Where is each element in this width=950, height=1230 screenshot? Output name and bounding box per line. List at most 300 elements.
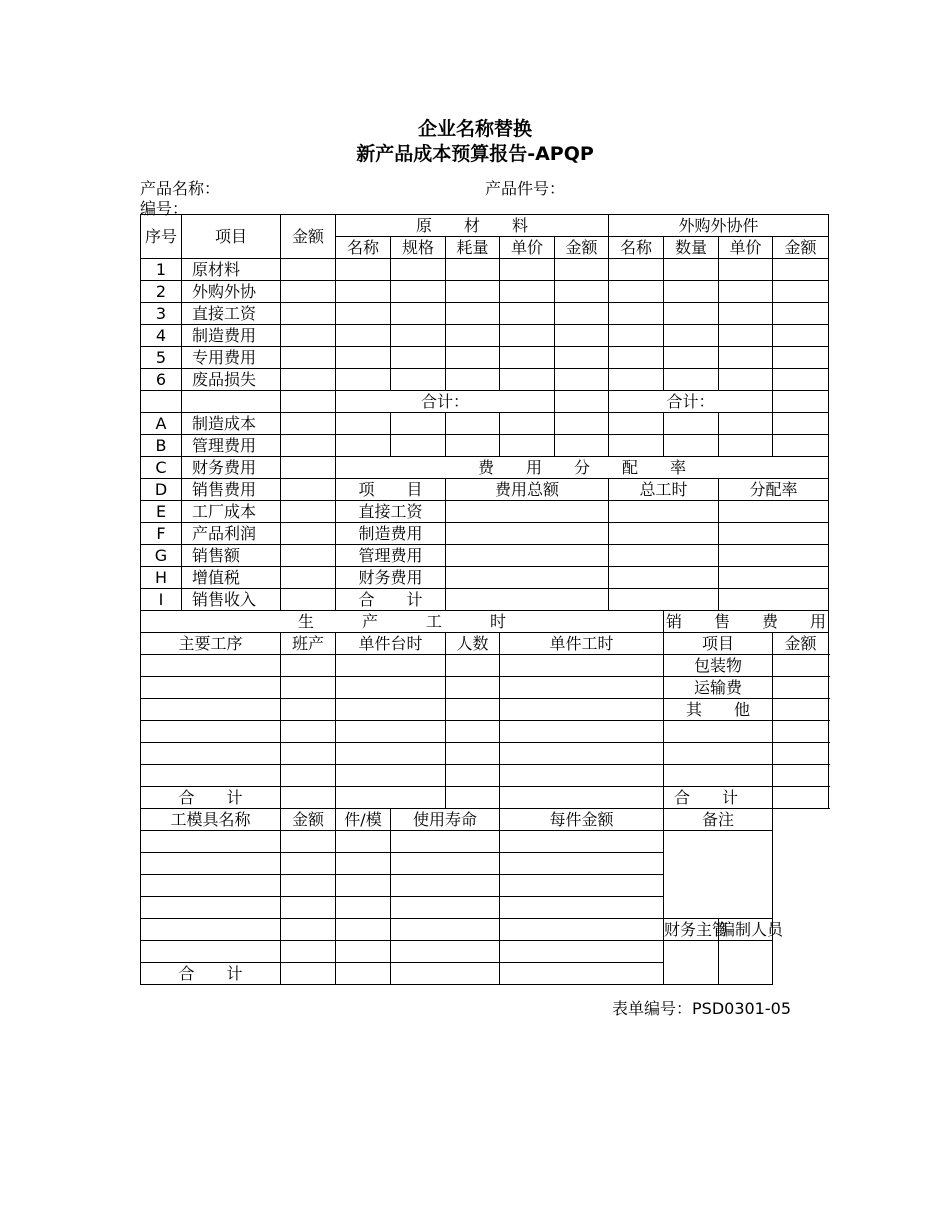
preparer-label: 编制人员 (719, 919, 784, 939)
tooling-col: 每件金额 (500, 809, 664, 831)
input-cell[interactable] (446, 413, 500, 435)
input-cell[interactable] (336, 875, 391, 897)
input-cell[interactable] (336, 303, 391, 325)
input-cell[interactable] (609, 347, 664, 369)
allocation-col-rate: 分配率 (719, 479, 829, 501)
input-cell[interactable] (141, 897, 281, 919)
input-cell[interactable] (664, 347, 719, 369)
input-cell[interactable] (281, 655, 336, 677)
product-no-label: 产品件号： (485, 179, 566, 198)
tooling-header-row (141, 809, 829, 831)
row-item: 直接工资 (182, 303, 281, 325)
input-cell[interactable] (500, 413, 555, 435)
production-col: 人数 (446, 633, 500, 655)
input-cell[interactable] (609, 303, 664, 325)
form-number-label: 表单编号： (612, 999, 693, 1018)
row-seq: I (141, 589, 182, 611)
input-cell[interactable] (336, 259, 391, 281)
input-cell[interactable] (281, 303, 336, 325)
input-cell[interactable] (281, 787, 336, 809)
allocation-item: 财务费用 (336, 567, 446, 589)
summary-row (141, 545, 829, 567)
summary-row (141, 435, 829, 457)
input-cell[interactable] (446, 699, 500, 721)
company-name: 企业名称替换 (417, 118, 532, 140)
input-cell[interactable] (500, 369, 555, 391)
row-item: 制造费用 (182, 325, 281, 347)
input-cell[interactable] (500, 831, 664, 853)
input-cell[interactable] (609, 413, 664, 435)
header-out-col: 单价 (719, 237, 773, 259)
row-seq: 3 (141, 303, 182, 325)
input-cell[interactable] (719, 435, 773, 457)
input-cell[interactable] (141, 765, 281, 787)
input-cell[interactable] (500, 787, 664, 809)
input-cell[interactable] (500, 721, 664, 743)
input-cell[interactable] (446, 369, 500, 391)
input-cell[interactable] (281, 765, 336, 787)
header-item: 项目 (182, 215, 281, 259)
input-cell[interactable] (446, 325, 500, 347)
row-item: 制造成本 (182, 413, 281, 435)
input-cell[interactable] (719, 545, 829, 567)
input-cell[interactable] (664, 743, 773, 765)
input-cell[interactable] (773, 259, 829, 281)
input-cell[interactable] (555, 325, 609, 347)
table-cell (182, 391, 281, 413)
input-cell[interactable] (281, 897, 336, 919)
cost-row (141, 325, 829, 347)
input-cell[interactable] (141, 919, 281, 941)
selling-total-label: 合 计 (664, 787, 773, 809)
input-cell[interactable] (141, 831, 281, 853)
production-row (141, 655, 829, 677)
cost-budget-form (140, 214, 829, 985)
section-title-row (141, 611, 829, 633)
input-cell[interactable] (446, 721, 500, 743)
row-item: 外购外协 (182, 281, 281, 303)
production-col: 单件工时 (500, 633, 664, 655)
row-item: 增值税 (182, 567, 281, 589)
tooling-col: 件/模 (336, 809, 391, 831)
header-outsourced: 外购外协件 (609, 215, 829, 237)
input-cell[interactable] (446, 787, 500, 809)
input-cell[interactable] (141, 699, 281, 721)
row-seq: G (141, 545, 182, 567)
row-item: 财务费用 (182, 457, 281, 479)
input-cell[interactable] (446, 303, 500, 325)
input-cell[interactable] (773, 677, 829, 699)
subtotal-row (141, 391, 829, 413)
input-cell[interactable] (773, 391, 829, 413)
input-cell[interactable] (719, 369, 773, 391)
input-cell[interactable] (141, 941, 281, 963)
input-cell[interactable] (664, 325, 719, 347)
input-cell[interactable] (281, 435, 336, 457)
remark-area[interactable] (664, 831, 773, 919)
allocation-item: 管理费用 (336, 545, 446, 567)
input-cell[interactable] (500, 941, 664, 963)
production-col: 班产 (281, 633, 336, 655)
input-cell[interactable] (500, 347, 555, 369)
input-cell[interactable] (773, 413, 829, 435)
input-cell[interactable] (609, 435, 664, 457)
input-cell[interactable] (336, 435, 391, 457)
input-cell[interactable] (719, 589, 829, 611)
summary-row (141, 413, 829, 435)
input-cell[interactable] (773, 721, 829, 743)
input-cell[interactable] (500, 963, 664, 985)
production-total-row (141, 787, 829, 809)
tooling-col: 使用寿命 (391, 809, 500, 831)
input-cell[interactable] (336, 831, 391, 853)
cost-header-row-1 (141, 215, 829, 237)
input-cell[interactable] (773, 281, 829, 303)
input-cell[interactable] (500, 853, 664, 875)
production-row (141, 765, 829, 787)
header-raw-col: 规格 (391, 237, 446, 259)
production-hours-title: 生 产 工 时 (141, 611, 664, 633)
input-cell[interactable] (446, 677, 500, 699)
input-cell[interactable] (555, 303, 609, 325)
input-cell[interactable] (336, 963, 391, 985)
input-cell[interactable] (391, 413, 446, 435)
input-cell[interactable] (773, 369, 829, 391)
input-cell[interactable] (500, 743, 664, 765)
input-cell[interactable] (446, 435, 500, 457)
input-cell[interactable] (555, 281, 609, 303)
summary-row (141, 523, 829, 545)
input-cell[interactable] (281, 545, 336, 567)
input-cell[interactable] (719, 281, 773, 303)
input-cell[interactable] (719, 347, 773, 369)
input-cell[interactable] (336, 677, 446, 699)
input-cell[interactable] (609, 369, 664, 391)
cost-row (141, 347, 829, 369)
input-cell[interactable] (446, 523, 609, 545)
input-cell[interactable] (609, 545, 719, 567)
input-cell[interactable] (500, 875, 664, 897)
input-cell[interactable] (446, 765, 500, 787)
input-cell[interactable] (391, 941, 500, 963)
production-row (141, 699, 829, 721)
header-out-col: 名称 (609, 237, 664, 259)
input-cell[interactable] (336, 413, 391, 435)
input-cell[interactable] (555, 413, 609, 435)
input-cell[interactable] (281, 457, 336, 479)
summary-row (141, 589, 829, 611)
input-cell[interactable] (336, 347, 391, 369)
input-cell[interactable] (141, 655, 281, 677)
production-header-row (141, 633, 829, 655)
raw-subtotal-label: 合计： (336, 391, 555, 413)
input-cell[interactable] (609, 589, 719, 611)
summary-row (141, 501, 829, 523)
input-cell[interactable] (336, 765, 446, 787)
row-item: 销售费用 (182, 479, 281, 501)
row-item: 销售收入 (182, 589, 281, 611)
row-item: 原材料 (182, 259, 281, 281)
report-title: 新产品成本预算报告-APQP (356, 143, 594, 165)
input-cell[interactable] (773, 303, 829, 325)
remark-label: 备注 (664, 809, 773, 831)
input-cell[interactable] (500, 699, 664, 721)
input-cell[interactable] (500, 325, 555, 347)
input-cell[interactable] (446, 281, 500, 303)
tooling-row (141, 831, 829, 853)
row-seq: 5 (141, 347, 182, 369)
input-cell[interactable] (391, 853, 500, 875)
input-cell[interactable] (773, 743, 829, 765)
header-raw-col: 耗量 (446, 237, 500, 259)
input-cell[interactable] (281, 391, 336, 413)
selling-col-item: 项目 (664, 633, 773, 655)
input-cell[interactable] (719, 303, 773, 325)
input-cell[interactable] (664, 259, 719, 281)
finance-signature[interactable] (664, 941, 719, 985)
input-cell[interactable] (500, 435, 555, 457)
input-cell[interactable] (609, 259, 664, 281)
input-cell[interactable] (336, 325, 391, 347)
cost-row (141, 303, 829, 325)
production-col: 主要工序 (141, 633, 281, 655)
allocation-title: 费 用 分 配 率 (336, 457, 829, 479)
input-cell[interactable] (336, 919, 391, 941)
input-cell[interactable] (500, 281, 555, 303)
row-seq: A (141, 413, 182, 435)
input-cell[interactable] (281, 347, 336, 369)
input-cell[interactable] (336, 369, 391, 391)
allocation-col-hours: 总工时 (609, 479, 719, 501)
tooling-col: 工模具名称 (141, 809, 281, 831)
form-number (612, 996, 791, 1019)
finance-supervisor-label: 财务主管 (664, 919, 729, 939)
input-cell[interactable] (446, 545, 609, 567)
tooling-col: 金额 (281, 809, 336, 831)
input-cell[interactable] (141, 743, 281, 765)
input-cell[interactable] (336, 897, 391, 919)
input-cell[interactable] (281, 699, 336, 721)
input-cell[interactable] (281, 963, 336, 985)
input-cell[interactable] (391, 435, 446, 457)
input-cell[interactable] (391, 897, 500, 919)
input-cell[interactable] (391, 259, 446, 281)
input-cell[interactable] (336, 655, 446, 677)
input-cell[interactable] (555, 369, 609, 391)
input-cell[interactable] (773, 699, 829, 721)
production-col: 单件台时 (336, 633, 446, 655)
table-cell (141, 391, 182, 413)
input-cell[interactable] (281, 281, 336, 303)
input-cell[interactable] (719, 523, 829, 545)
input-cell[interactable] (281, 831, 336, 853)
selling-item: 运输费 (664, 677, 773, 699)
input-cell[interactable] (609, 523, 719, 545)
input-cell[interactable] (773, 347, 829, 369)
input-cell[interactable] (281, 941, 336, 963)
input-cell[interactable] (281, 479, 336, 501)
input-cell[interactable] (141, 721, 281, 743)
input-cell[interactable] (555, 391, 609, 413)
production-row (141, 721, 829, 743)
cost-row (141, 369, 829, 391)
input-cell[interactable] (719, 325, 773, 347)
production-total-label: 合 计 (141, 787, 281, 809)
header-raw-col: 金额 (555, 237, 609, 259)
input-cell[interactable] (336, 699, 446, 721)
input-cell[interactable] (555, 259, 609, 281)
row-item: 销售额 (182, 545, 281, 567)
summary-row (141, 567, 829, 589)
header-raw-col: 单价 (500, 237, 555, 259)
input-cell[interactable] (500, 259, 555, 281)
input-cell[interactable] (773, 787, 829, 809)
input-cell[interactable] (555, 347, 609, 369)
allocation-col-item: 项 目 (336, 479, 446, 501)
input-cell[interactable] (500, 765, 664, 787)
tooling-row (141, 941, 829, 963)
row-seq: C (141, 457, 182, 479)
input-cell[interactable] (281, 919, 336, 941)
input-cell[interactable] (281, 369, 336, 391)
preparer-signature[interactable] (719, 941, 773, 985)
allocation-col-total: 费用总额 (446, 479, 609, 501)
input-cell[interactable] (281, 523, 336, 545)
input-cell[interactable] (500, 677, 664, 699)
production-row (141, 677, 829, 699)
selling-item: 包装物 (664, 655, 773, 677)
production-row (141, 743, 829, 765)
input-cell[interactable] (391, 963, 500, 985)
selling-expense-title: 销 售 费 用 (664, 611, 829, 633)
input-cell[interactable] (281, 875, 336, 897)
input-cell[interactable] (500, 655, 664, 677)
input-cell[interactable] (281, 325, 336, 347)
input-cell[interactable] (141, 853, 281, 875)
input-cell[interactable] (391, 325, 446, 347)
input-cell[interactable] (336, 941, 391, 963)
form-number-value: PSD0301-05 (692, 999, 791, 1018)
row-seq: B (141, 435, 182, 457)
input-cell[interactable] (773, 655, 829, 677)
input-cell[interactable] (719, 413, 773, 435)
input-cell[interactable] (609, 281, 664, 303)
row-seq: 2 (141, 281, 182, 303)
input-cell[interactable] (336, 281, 391, 303)
input-cell[interactable] (281, 677, 336, 699)
row-item: 产品利润 (182, 523, 281, 545)
input-cell[interactable] (609, 567, 719, 589)
input-cell[interactable] (446, 567, 609, 589)
input-cell[interactable] (391, 875, 500, 897)
summary-row (141, 479, 829, 501)
input-cell[interactable] (664, 369, 719, 391)
input-cell[interactable] (446, 501, 609, 523)
input-cell[interactable] (391, 919, 500, 941)
row-item: 专用费用 (182, 347, 281, 369)
input-cell[interactable] (336, 721, 446, 743)
header-seq: 序号 (141, 215, 182, 259)
row-item: 废品损失 (182, 369, 281, 391)
header-out-col: 数量 (664, 237, 719, 259)
input-cell[interactable] (281, 259, 336, 281)
input-cell[interactable] (336, 853, 391, 875)
input-cell[interactable] (664, 303, 719, 325)
input-cell[interactable] (719, 501, 829, 523)
input-cell[interactable] (500, 919, 664, 941)
input-cell[interactable] (719, 259, 773, 281)
input-cell[interactable] (141, 875, 281, 897)
input-cell[interactable] (281, 721, 336, 743)
input-cell[interactable] (281, 567, 336, 589)
serial-no-label: 编号： (140, 199, 189, 218)
input-cell[interactable] (773, 765, 829, 787)
product-name-label: 产品名称： (140, 179, 221, 198)
row-item: 工厂成本 (182, 501, 281, 523)
row-seq: 1 (141, 259, 182, 281)
input-cell[interactable] (446, 259, 500, 281)
input-cell[interactable] (500, 303, 555, 325)
input-cell[interactable] (664, 413, 719, 435)
input-cell[interactable] (446, 589, 609, 611)
input-cell[interactable] (609, 501, 719, 523)
input-cell[interactable] (336, 743, 446, 765)
input-cell[interactable] (773, 325, 829, 347)
input-cell[interactable] (336, 787, 446, 809)
selling-col-amount: 金额 (773, 633, 829, 655)
input-cell[interactable] (609, 325, 664, 347)
input-cell[interactable] (281, 413, 336, 435)
input-cell[interactable] (719, 567, 829, 589)
input-cell[interactable] (446, 743, 500, 765)
out-subtotal-label: 合计： (609, 391, 773, 413)
input-cell[interactable] (281, 501, 336, 523)
header-amount: 金额 (281, 215, 336, 259)
tooling-total-label: 合 计 (141, 963, 281, 985)
row-seq: E (141, 501, 182, 523)
input-cell[interactable] (391, 831, 500, 853)
input-cell[interactable] (773, 435, 829, 457)
row-seq: H (141, 567, 182, 589)
input-cell[interactable] (281, 589, 336, 611)
input-cell[interactable] (664, 435, 719, 457)
input-cell[interactable] (391, 369, 446, 391)
input-cell[interactable] (555, 435, 609, 457)
selling-item: 其 他 (664, 699, 773, 721)
row-seq: 6 (141, 369, 182, 391)
cost-row (141, 281, 829, 303)
allocation-item: 直接工资 (336, 501, 446, 523)
header-out-col: 金额 (773, 237, 829, 259)
summary-row (141, 457, 829, 479)
input-cell[interactable] (391, 347, 446, 369)
input-cell[interactable] (391, 281, 446, 303)
input-cell[interactable] (141, 677, 281, 699)
input-cell[interactable] (500, 897, 664, 919)
input-cell[interactable] (664, 721, 773, 743)
row-seq: D (141, 479, 182, 501)
allocation-item: 制造费用 (336, 523, 446, 545)
input-cell[interactable] (281, 853, 336, 875)
input-cell[interactable] (664, 765, 773, 787)
row-item: 管理费用 (182, 435, 281, 457)
input-cell[interactable] (446, 347, 500, 369)
input-cell[interactable] (391, 303, 446, 325)
allocation-item: 合 计 (336, 589, 446, 611)
input-cell[interactable] (281, 743, 336, 765)
input-cell[interactable] (446, 655, 500, 677)
input-cell[interactable] (664, 281, 719, 303)
